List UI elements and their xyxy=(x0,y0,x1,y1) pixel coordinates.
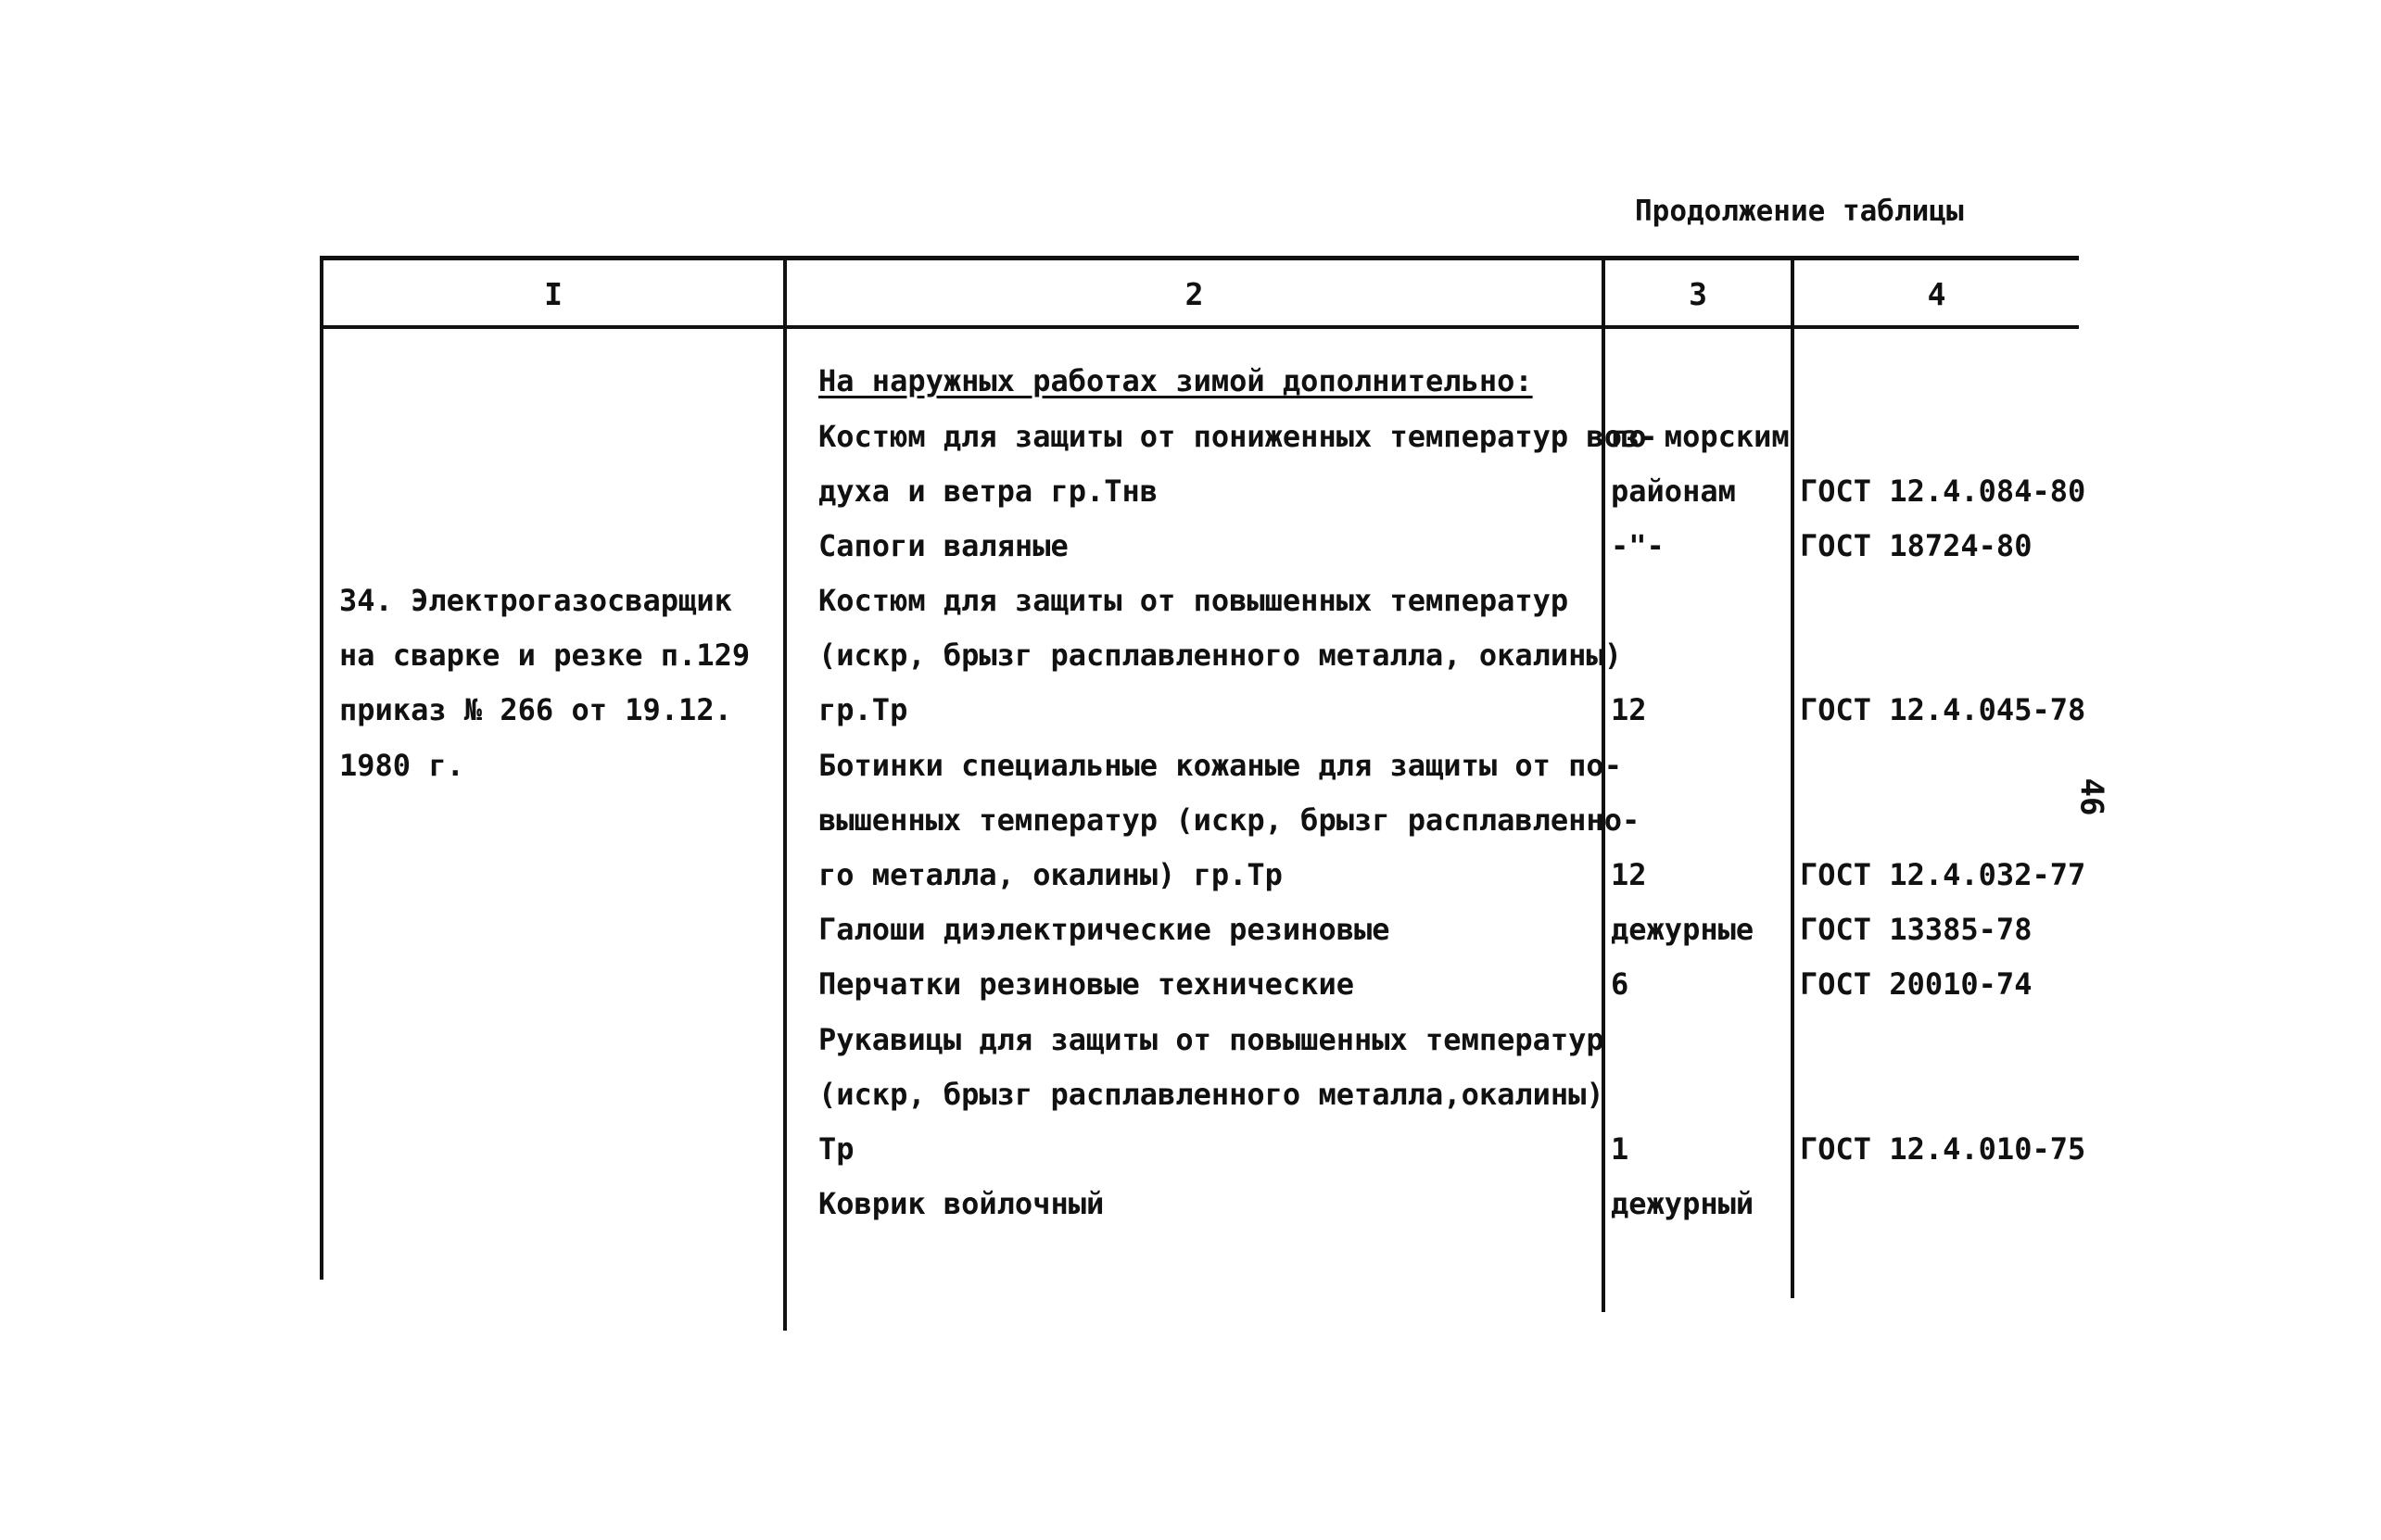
column-divider-2 xyxy=(1602,256,1605,1312)
col-2-line: Коврик войлочный xyxy=(818,1186,1105,1221)
column-divider-left-edge xyxy=(320,256,323,1280)
col-4-line: ГОСТ 20010-74 xyxy=(1800,966,2033,1002)
col-2-section-heading: На наружных работах зимой дополнительно: xyxy=(818,363,1533,398)
col-2-line: (искр, брызг расплавленного металла,окалины) xyxy=(818,1077,1604,1112)
col-4-line: ГОСТ 12.4.084-80 xyxy=(1800,473,2086,509)
col-4-line: ГОСТ 12.4.032-77 xyxy=(1800,857,2086,892)
col-2-line: (искр, брызг расплавленного металла, окалины) xyxy=(818,637,1622,673)
col-1-line: 1980 г. xyxy=(339,748,464,783)
header-col-1: I xyxy=(544,276,563,312)
column-divider-3 xyxy=(1791,256,1794,1298)
header-col-3: 3 xyxy=(1689,276,1707,312)
col-2-line: го металла, окалины) гр.Тр xyxy=(818,857,1283,892)
col-4-line: ГОСТ 13385-78 xyxy=(1800,912,2033,947)
table-continuation-caption: Продолжение таблицы xyxy=(1635,195,1964,228)
col-3-line: -"- xyxy=(1611,528,1665,563)
col-1-line: на сварке и резке п.129 xyxy=(339,637,751,673)
col-3-line: 1 xyxy=(1611,1131,1629,1167)
col-2-line: Сапоги валяные xyxy=(818,528,1069,563)
col-3-line: дежурные xyxy=(1611,912,1754,947)
col-4-line: ГОСТ 12.4.010-75 xyxy=(1800,1131,2086,1167)
column-divider-1 xyxy=(783,256,787,1331)
col-3-line: 6 xyxy=(1611,966,1629,1002)
col-2-line: духа и ветра гр.Тнв xyxy=(818,473,1159,509)
col-1-line: приказ № 266 от 19.12. xyxy=(339,692,732,727)
table-top-rule xyxy=(320,256,2079,260)
col-2-line: Ботинки специальные кожаные для защиты от по- xyxy=(818,748,1622,783)
col-3-line: 12 xyxy=(1611,857,1647,892)
col-2-line: Галоши диэлектрические резиновые xyxy=(818,912,1390,947)
page-number: 46 xyxy=(2072,777,2110,816)
col-1-line: 34. Электрогазосварщик xyxy=(339,583,732,618)
col-2-line: вышенных температур (искр, брызг расплавленно- xyxy=(818,802,1640,838)
col-2-line: Костюм для защиты от пониженных температур воз- xyxy=(818,419,1658,454)
table-header-rule xyxy=(320,325,2079,329)
col-4-line: ГОСТ 18724-80 xyxy=(1800,528,2033,563)
header-col-4: 4 xyxy=(1927,276,1946,312)
col-3-line: 12 xyxy=(1611,692,1647,727)
col-2-line: Рукавицы для защиты от повышенных температур xyxy=(818,1022,1604,1057)
col-3-line: по морским xyxy=(1611,419,1790,454)
col-4-line: ГОСТ 12.4.045-78 xyxy=(1800,692,2086,727)
col-2-line: Тр xyxy=(818,1131,855,1167)
col-3-line: дежурный xyxy=(1611,1186,1754,1221)
col-2-line: Перчатки резиновые технические xyxy=(818,966,1354,1002)
header-col-2: 2 xyxy=(1184,276,1204,312)
col-2-line: гр.Тр xyxy=(818,692,908,727)
col-2-line: Костюм для защиты от повышенных температур xyxy=(818,583,1569,618)
col-3-line: районам xyxy=(1611,473,1736,509)
